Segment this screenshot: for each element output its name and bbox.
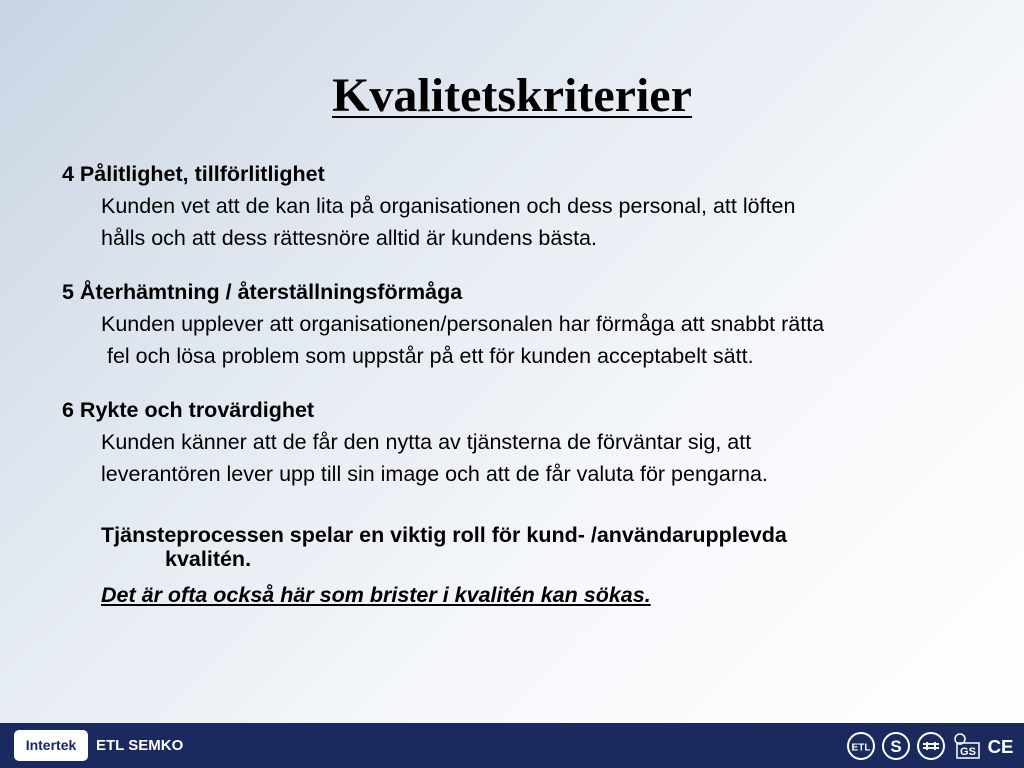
certification-marks: [845, 730, 1016, 762]
criterion-description: [101, 426, 982, 490]
emphasis-statement: Det är ofta också här som brister i kvalitén kan sökas.: [101, 583, 651, 607]
svg-text:S: S: [889, 737, 902, 756]
page-title: [0, 66, 1024, 126]
criterion-5: [62, 276, 982, 372]
gs-mark-icon: [950, 731, 981, 762]
description-line: Kunden vet att de kan lita på organisationen och dess personal, att löften: [101, 194, 796, 218]
criterion-description: [101, 308, 982, 372]
etl-mark-icon: [845, 731, 876, 762]
description-line: Kunden upplever att organisationen/personalen har förmåga att snabbt rätta: [101, 312, 825, 336]
criterion-6: [62, 394, 982, 490]
ce-mark-icon: [985, 731, 1016, 762]
description-line: leverantören lever upp till sin image och att de får valuta för pengarna.: [101, 462, 768, 486]
description-line: Kunden känner att de får den nytta av tjänsterna de förväntar sig, att: [101, 430, 752, 454]
etl-semko-logo: ETL SEMKO: [96, 737, 184, 754]
svg-text:GS: GS: [959, 746, 976, 758]
page-title-text: Kvalitetskriterier: [332, 69, 692, 122]
intertek-logo: Intertek: [14, 730, 88, 761]
slide-content: [62, 158, 982, 609]
description-line: fel och lösa problem som uppstår på ett för kunden acceptabelt sätt.: [107, 344, 754, 368]
description-line: hålls och att dess rättesnöre alltid är kundens bästa.: [101, 226, 597, 250]
svg-text:CE: CE: [987, 735, 1014, 757]
note-line: kvalitén.: [165, 547, 252, 571]
criterion-heading: 4 Pålitlighet, tillförlitlighet: [62, 162, 325, 186]
criterion-heading: 5 Återhämtning / återställningsförmåga: [62, 280, 463, 304]
note-line: Tjänsteprocessen spelar en viktig roll för kund- /användarupplevda: [101, 523, 787, 547]
svg-text:ETL: ETL: [851, 742, 870, 754]
semko-mark-icon: [915, 731, 946, 762]
criterion-4: [62, 158, 982, 254]
criterion-heading: 6 Rykte och trovärdighet: [62, 398, 315, 422]
footer-bar: [0, 723, 1024, 768]
criterion-description: [101, 190, 982, 254]
service-process-note: [101, 523, 982, 571]
s-mark-icon: [880, 731, 911, 762]
